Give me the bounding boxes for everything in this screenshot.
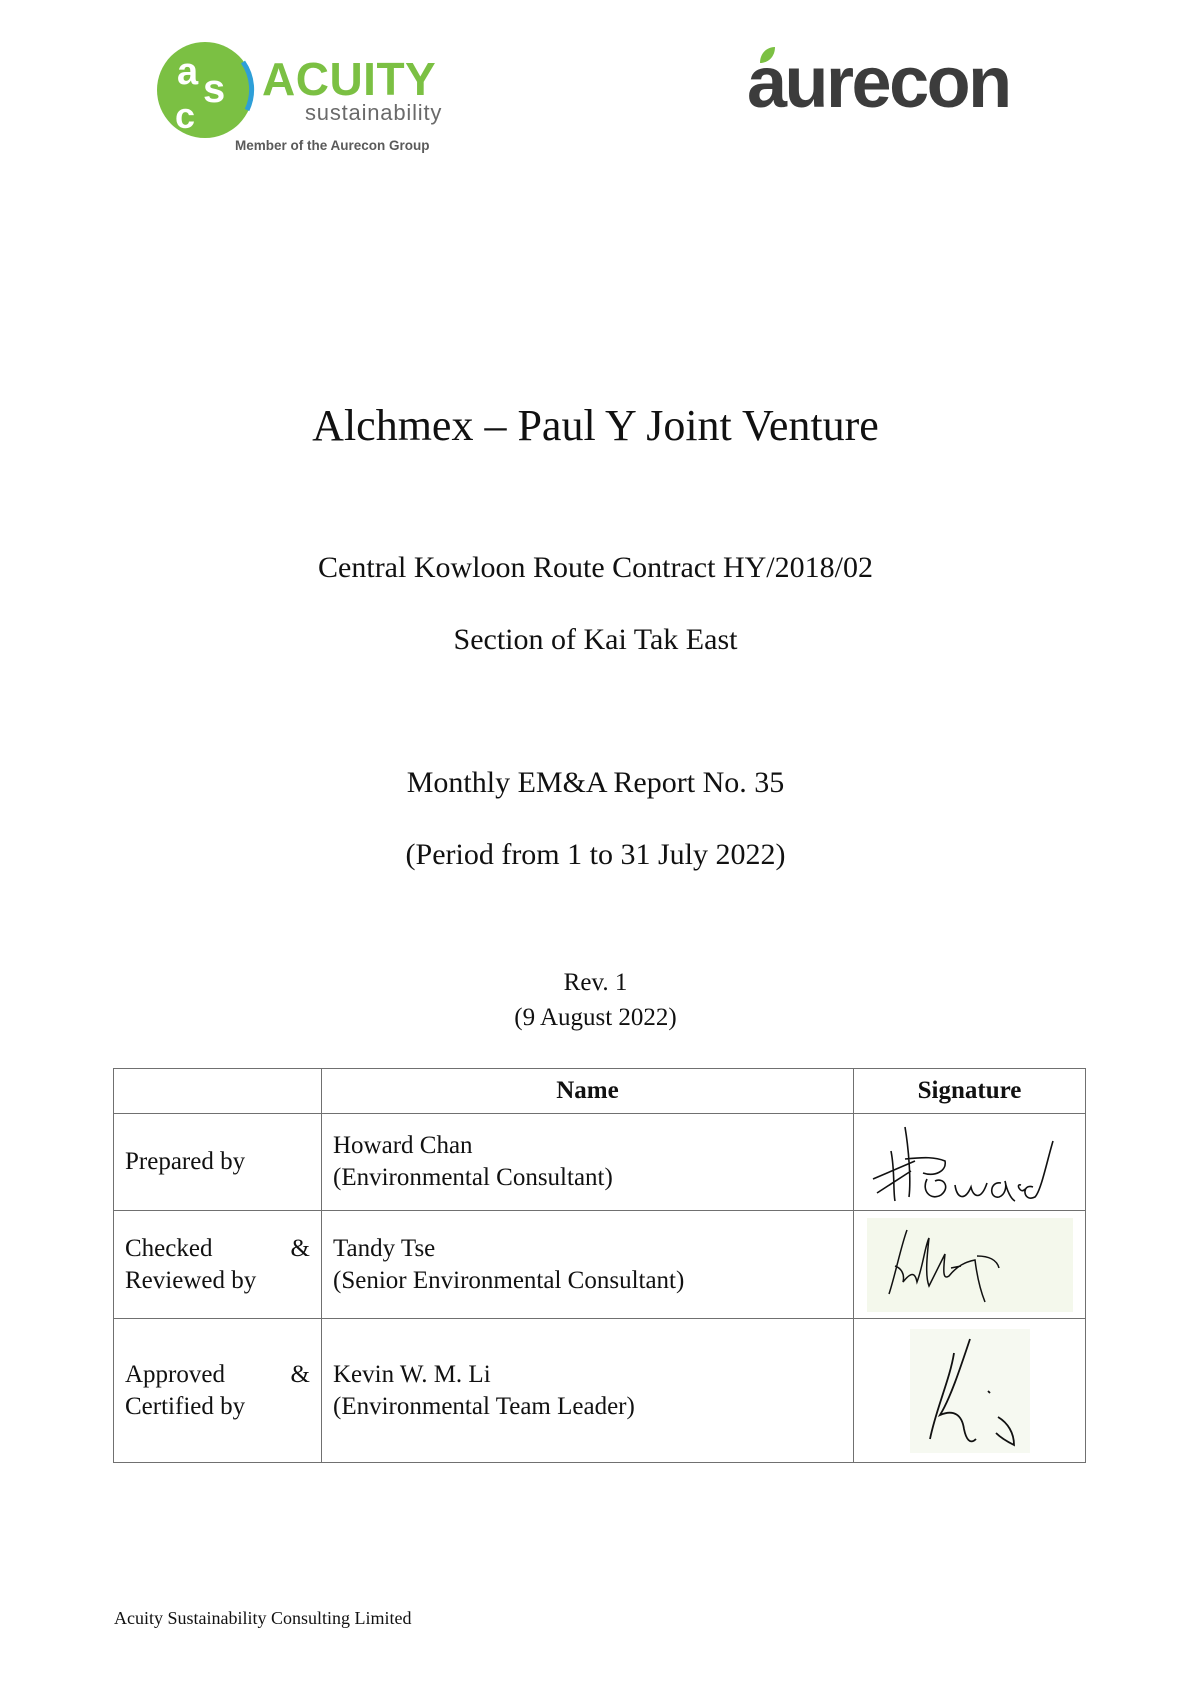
role-cell [114, 1211, 322, 1319]
signoff-table [113, 1068, 1086, 1463]
table-row [114, 1211, 1086, 1319]
person-name: Howard Chan [333, 1132, 473, 1159]
signature-kevin-icon [910, 1329, 1030, 1453]
aurecon-wordmark: aurecon [747, 43, 1010, 123]
signature-cell [854, 1114, 1086, 1211]
person-title: (Environmental Consultant) [333, 1164, 613, 1191]
svg-text:s: s [203, 67, 226, 111]
report-period: (Period from 1 to 31 July 2022) [405, 838, 786, 871]
header-name: Name [322, 1069, 854, 1114]
footer-company-name: Acuity Sustainability Consulting Limited [114, 1608, 412, 1628]
signature-tandy-icon [865, 1216, 1075, 1314]
person-title: (Senior Environmental Consultant) [333, 1266, 685, 1294]
role-label: Approved [125, 1360, 225, 1388]
signature-howard-icon [865, 1121, 1075, 1203]
contract-line: Central Kowloon Route Contract HY/2018/02 [318, 551, 873, 584]
acuity-brand-subtitle: sustainability [305, 100, 443, 125]
acuity-logo [155, 38, 455, 163]
name-cell [322, 1319, 854, 1463]
person-title: (Environmental Team Leader) [333, 1392, 635, 1420]
table-row [114, 1114, 1086, 1211]
svg-text:c: c [175, 95, 196, 136]
role-label: Checked [125, 1234, 213, 1262]
role-ampersand: & [290, 1360, 310, 1388]
revision-date: (9 August 2022) [514, 1004, 677, 1031]
revision-label: Rev. 1 [563, 969, 628, 996]
table-header-row [114, 1069, 1086, 1114]
report-title: Monthly EM&A Report No. 35 [406, 766, 785, 799]
role-label: Prepared by [125, 1148, 246, 1175]
acuity-brand-name: ACUITY [262, 53, 437, 105]
acuity-member-text: Member of the Aurecon Group [235, 138, 430, 153]
role-label-continued: Reviewed by [125, 1266, 257, 1294]
role-ampersand: & [290, 1234, 310, 1262]
table-row [114, 1319, 1086, 1463]
acuity-circle-icon [155, 40, 255, 140]
role-label-continued: Certified by [125, 1392, 246, 1420]
name-cell [322, 1211, 854, 1319]
person-name: Kevin W. M. Li [333, 1360, 491, 1388]
signature-cell [854, 1319, 1086, 1463]
section-line: Section of Kai Tak East [453, 623, 738, 656]
document-title: Alchmex – Paul Y Joint Venture [312, 401, 879, 450]
role-cell [114, 1319, 322, 1463]
aurecon-logo [747, 45, 1077, 135]
svg-text:a: a [177, 51, 199, 93]
header-role [114, 1069, 322, 1114]
person-name: Tandy Tse [333, 1234, 436, 1262]
name-cell [322, 1114, 854, 1211]
header-signature: Signature [854, 1069, 1086, 1114]
role-cell [114, 1114, 322, 1211]
signature-cell [854, 1211, 1086, 1319]
